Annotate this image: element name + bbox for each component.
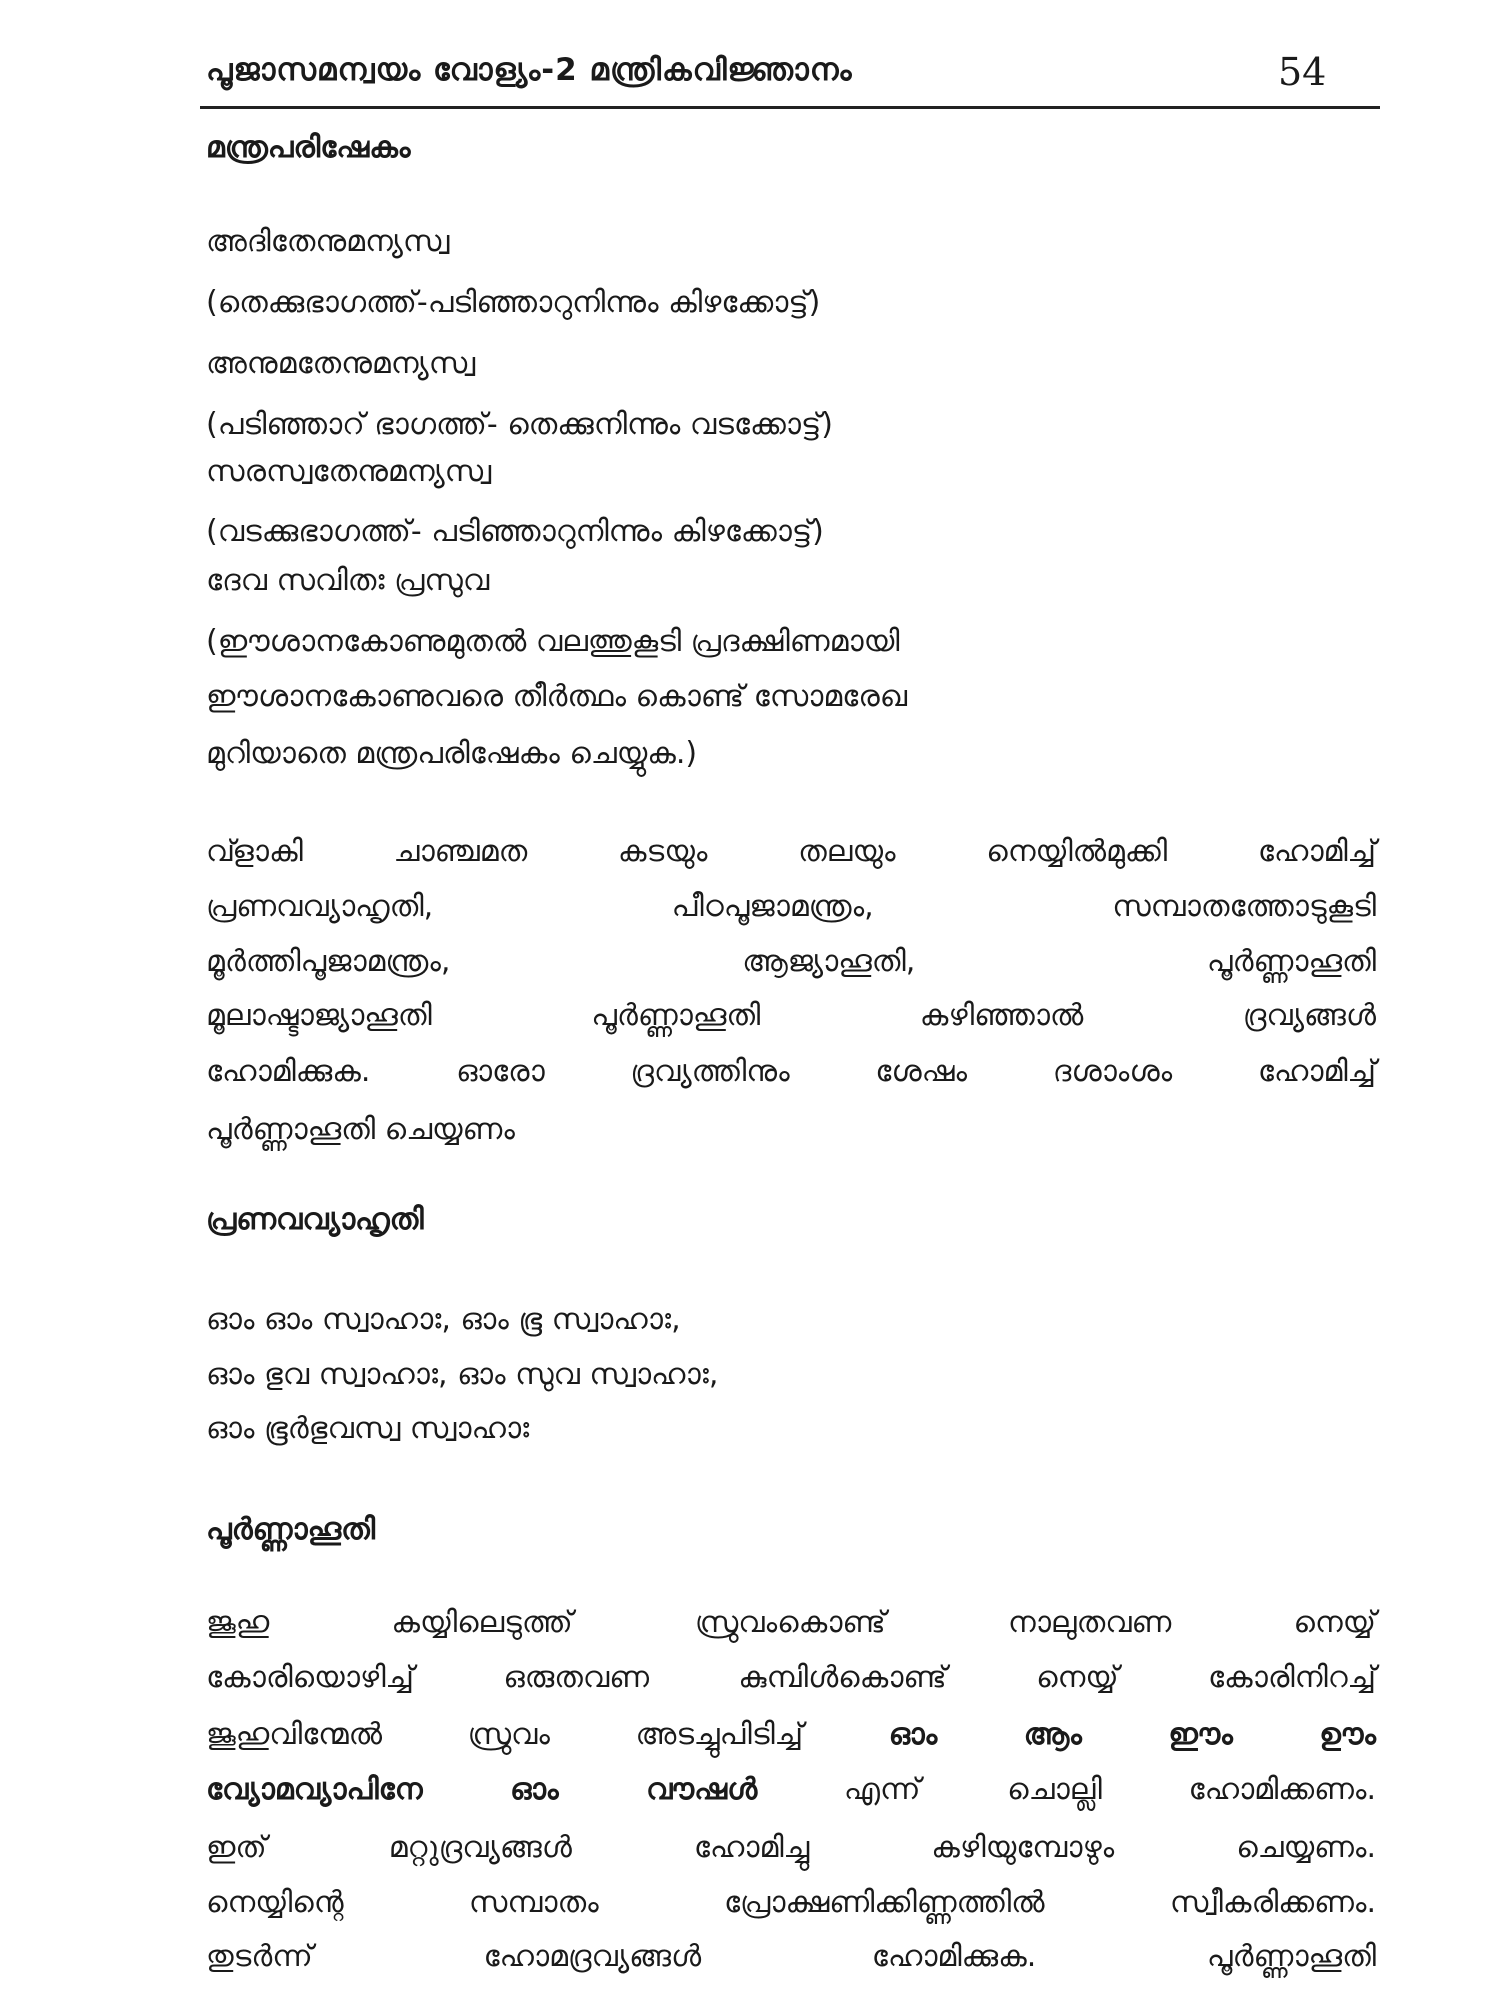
text-line: മൂലാഷ്ടാജ്യാഹൂതി പൂർണ്ണാഹൂതി കഴിഞ്ഞാൽ ദ്രവ്യങ്ങൾ [206,998,1376,1033]
mantra-line: ഓം ഓം സ്വാഹാഃ, ഓം ഭൂ സ്വാഹാഃ, [206,1302,681,1337]
text-line [206,1715,1376,1755]
page-number: 54 [1278,50,1327,94]
text-line: (വടക്കുഭാഗത്ത്- പടിഞ്ഞാറുനിന്നും കിഴക്കോട്ട്) [206,514,824,549]
mantra-bold: വ്യോമവ്യാപിനേ ഓം വൗഷൾ [206,1772,758,1807]
text-line [206,1770,1376,1810]
running-header: പൂജാസമന്വയം വോള്യം-2 മന്ത്രികവിജ്ഞാനം [206,52,853,88]
mantra-bold: ഓം ആം ഈം ഊം [888,1717,1377,1752]
text-line: മുറിയാതെ മന്ത്രപരിഷേകം ചെയ്യുക.) [206,736,698,771]
text-span: എന്ന് ചൊല്ലി ഹോമിക്കണം. [757,1772,1377,1807]
text-line: ദേവ സവിതഃ പ്രസുവ [206,563,490,598]
section-heading: പ്രണവവ്യാഹൃതി [206,1202,424,1237]
mantra-line: ഓം ഭൂർഭുവസ്വ സ്വാഹാഃ [206,1411,530,1446]
text-span: ജൂഹുവിന്മേൽ സ്രുവം അടച്ചുപിടിച്ച് [206,1717,889,1752]
section-heading: പൂർണ്ണാഹൂതി [206,1512,376,1547]
text-line: അനുമതേനുമന്യസ്വ [206,346,476,381]
text-line: (പടിഞ്ഞാറ് ഭാഗത്ത്- തെക്കുനിന്നും വടക്കോട്ട്) [206,407,833,442]
text-line: പ്രണവവ്യാഹൃതി, പീഠപൂജാമന്ത്രം, സമ്പാതത്തോടുകൂടി [206,889,1376,924]
section-heading: മന്ത്രപരിഷേകം [206,130,411,165]
text-line: സരസ്വതേനുമന്യസ്വ [206,454,492,489]
text-line: പൂർണ്ണാഹൂതി ചെയ്യണം [206,1112,515,1147]
text-line: (തെക്കുഭാഗത്ത്-പടിഞ്ഞാറുനിന്നും കിഴക്കോട്ട്) [206,285,821,320]
text-line: ജൂഹു കയ്യിലെടുത്ത് സ്രുവംകൊണ്ട് നാലുതവണ നെയ്യ് [206,1605,1376,1640]
text-line: കോരിയൊഴിച്ച് ഒരുതവണ കുമ്പിൾകൊണ്ട് നെയ്യ് കോരിനിറച്ച് [206,1660,1376,1695]
header-rule [200,106,1380,109]
mantra-line: ഓം ഭുവ സ്വാഹാഃ, ഓം സുവ സ്വാഹാഃ, [206,1357,719,1392]
text-line: ഈശാനകോണുവരെ തീർത്ഥം കൊണ്ട് സോമരേഖ [206,679,907,714]
text-line: ഇത് മറ്റുദ്രവ്യങ്ങൾ ഹോമിച്ചു കഴിയുമ്പോഴും ചെയ്യണം. [206,1830,1376,1865]
text-line: തുടർന്ന് ഹോമദ്രവ്യങ്ങൾ ഹോമിക്കുക. പൂർണ്ണാഹൂതി [206,1939,1376,1974]
text-line: ഹോമിക്കുക. ഓരോ ദ്രവ്യത്തിനും ശേഷം ദശാംശം ഹോമിച്ച് [206,1054,1376,1089]
text-line: (ഈശാനകോണുമുതൽ വലത്തുകൂടി പ്രദക്ഷിണമായി [206,624,900,659]
text-line: അദിതേനുമന്യസ്വ [206,224,450,259]
text-line: വ്ളാകി ചാഞ്ചമത കടയും തലയും നെയ്യിൽമുക്കി ഹോമിച്ച് [206,834,1376,869]
text-line: നെയ്യിന്റെ സമ്പാതം പ്രോക്ഷണിക്കിണ്ണത്തിൽ സ്വീകരിക്കണം. [206,1885,1376,1920]
text-line: മൂർത്തിപൂജാമന്ത്രം, ആജ്യാഹൂതി, പൂർണ്ണാഹൂതി [206,944,1376,979]
